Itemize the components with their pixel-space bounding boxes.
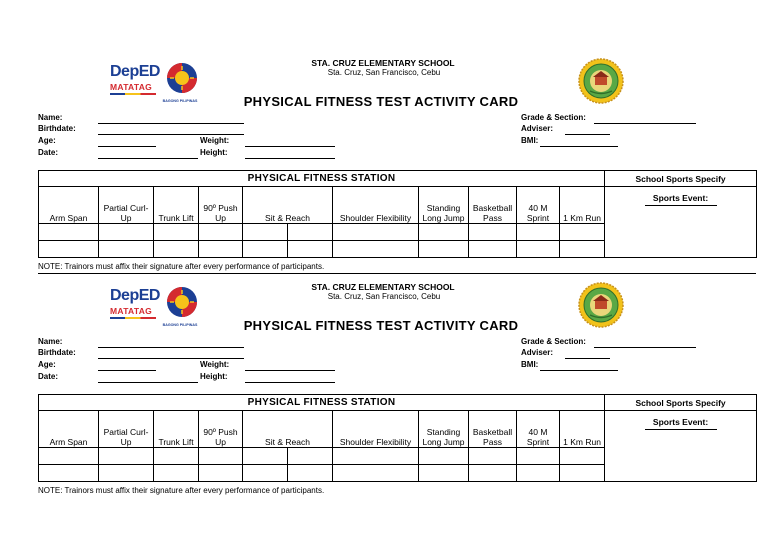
table-cell[interactable] [243, 241, 288, 258]
grade-section-label: Grade & Section: [521, 113, 586, 122]
col-arm-span: Arm Span [39, 187, 99, 224]
fitness-station-table [38, 170, 757, 258]
birthdate-field[interactable] [98, 126, 244, 135]
table-cell[interactable] [560, 465, 605, 482]
table-cell[interactable] [199, 448, 243, 465]
table-cell[interactable] [288, 448, 333, 465]
table-cell[interactable] [154, 448, 199, 465]
table-cell[interactable] [39, 465, 99, 482]
col-push-up: 90º Push Up [199, 187, 243, 224]
table-cell[interactable] [333, 224, 419, 241]
table-cell[interactable] [243, 465, 288, 482]
card-separator [38, 273, 756, 274]
adviser-label: Adviser: [521, 348, 554, 357]
table-cell[interactable] [560, 241, 605, 258]
date-label: Date: [38, 372, 59, 381]
age-label: Age: [38, 136, 56, 145]
sports-event-line [645, 205, 717, 206]
height-label: Height: [200, 148, 228, 157]
sports-header: School Sports Specify [605, 395, 757, 411]
svg-text:BAGONG PILIPINAS: BAGONG PILIPINAS [162, 323, 198, 327]
sports-event-line [645, 429, 717, 430]
col-arm-span: Arm Span [39, 411, 99, 448]
table-cell[interactable] [243, 448, 288, 465]
deped-logo-text: DepED [110, 63, 160, 80]
col-partial-curl-up: Partial Curl-Up [99, 187, 154, 224]
table-cell[interactable] [39, 448, 99, 465]
age-field[interactable] [98, 138, 156, 147]
school-address: Sta. Cruz, San Francisco, Cebu [327, 292, 441, 301]
table-cell[interactable] [99, 465, 154, 482]
table-cell[interactable] [517, 241, 560, 258]
col-standing-long-jump: Standing Long Jump [419, 411, 469, 448]
col-shoulder-flexibility: Shoulder Flexibility [333, 187, 419, 224]
col-standing-long-jump: Standing Long Jump [419, 187, 469, 224]
age-field[interactable] [98, 362, 156, 371]
school-name: STA. CRUZ ELEMENTARY SCHOOL [311, 282, 455, 292]
station-header: PHYSICAL FITNESS STATION [39, 171, 605, 187]
table-cell[interactable] [99, 448, 154, 465]
sports-event-cell[interactable] [605, 187, 757, 258]
svg-text:BAGONG PILIPINAS: BAGONG PILIPINAS [162, 99, 198, 103]
table-cell[interactable] [154, 241, 199, 258]
col-40m-sprint: 40 M Sprint [517, 187, 560, 224]
col-basketball-pass: Basketball Pass [469, 187, 517, 224]
height-label: Height: [200, 372, 228, 381]
station-header: PHYSICAL FITNESS STATION [39, 395, 605, 411]
table-cell[interactable] [39, 241, 99, 258]
card-title: PHYSICAL FITNESS TEST ACTIVITY CARD [243, 318, 519, 333]
sports-event-cell[interactable] [605, 411, 757, 482]
table-cell[interactable] [243, 224, 288, 241]
table-cell[interactable] [333, 241, 419, 258]
col-push-up: 90º Push Up [199, 411, 243, 448]
table-cell[interactable] [333, 465, 419, 482]
table-cell[interactable] [154, 465, 199, 482]
name-field[interactable] [98, 115, 244, 124]
name-label: Name: [38, 113, 63, 122]
col-sit-reach: Sit & Reach [243, 187, 333, 224]
adviser-field[interactable] [565, 350, 610, 359]
sports-event-label: Sports Event: [652, 417, 709, 427]
weight-label: Weight: [200, 136, 230, 145]
col-trunk-lift: Trunk Lift [154, 187, 199, 224]
table-cell[interactable] [517, 465, 560, 482]
deped-logo-text: DepED [110, 287, 160, 304]
height-field[interactable] [245, 374, 335, 383]
name-field[interactable] [98, 339, 244, 348]
bmi-label: BMI: [521, 360, 539, 369]
name-label: Name: [38, 337, 63, 346]
adviser-label: Adviser: [521, 124, 554, 133]
birthdate-label: Birthdate: [38, 348, 76, 357]
col-sit-reach: Sit & Reach [243, 411, 333, 448]
col-40m-sprint: 40 M Sprint [517, 411, 560, 448]
table-cell[interactable] [288, 224, 333, 241]
grade-section-label: Grade & Section: [521, 337, 586, 346]
matatag-logo-text: MATATAG [110, 82, 153, 92]
matatag-logo-text: MATATAG [110, 306, 153, 316]
grade-section-field[interactable] [594, 115, 696, 124]
note-text: NOTE: Trainors must affix their signature after every performance of participants. [38, 262, 325, 271]
bmi-label: BMI: [521, 136, 539, 145]
weight-field[interactable] [245, 138, 335, 147]
table-cell[interactable] [419, 465, 469, 482]
table-cell[interactable] [333, 448, 419, 465]
table-cell[interactable] [288, 241, 333, 258]
table-cell[interactable] [469, 224, 517, 241]
card-title: PHYSICAL FITNESS TEST ACTIVITY CARD [243, 94, 519, 109]
table-cell[interactable] [419, 224, 469, 241]
table-cell[interactable] [469, 448, 517, 465]
age-label: Age: [38, 360, 56, 369]
table-cell[interactable] [419, 241, 469, 258]
date-field[interactable] [98, 150, 198, 159]
table-cell[interactable] [560, 448, 605, 465]
adviser-field[interactable] [565, 126, 610, 135]
birthdate-label: Birthdate: [38, 124, 76, 133]
bmi-field[interactable] [540, 138, 618, 147]
bmi-field[interactable] [540, 362, 618, 371]
sports-header: School Sports Specify [605, 171, 757, 187]
table-cell[interactable] [517, 224, 560, 241]
table-cell[interactable] [39, 224, 99, 241]
table-cell[interactable] [99, 241, 154, 258]
birthdate-field[interactable] [98, 350, 244, 359]
table-cell[interactable] [288, 465, 333, 482]
table-cell[interactable] [419, 448, 469, 465]
col-1km-run: 1 Km Run [560, 411, 605, 448]
table-cell[interactable] [517, 448, 560, 465]
col-shoulder-flexibility: Shoulder Flexibility [333, 411, 419, 448]
table-cell[interactable] [154, 224, 199, 241]
table-cell[interactable] [199, 224, 243, 241]
table-cell[interactable] [560, 224, 605, 241]
date-label: Date: [38, 148, 59, 157]
table-cell[interactable] [199, 241, 243, 258]
table-cell[interactable] [99, 224, 154, 241]
date-field[interactable] [98, 374, 198, 383]
col-1km-run: 1 Km Run [560, 187, 605, 224]
col-partial-curl-up: Partial Curl-Up [99, 411, 154, 448]
table-cell[interactable] [469, 465, 517, 482]
grade-section-field[interactable] [594, 339, 696, 348]
height-field[interactable] [245, 150, 335, 159]
table-cell[interactable] [199, 465, 243, 482]
weight-field[interactable] [245, 362, 335, 371]
col-basketball-pass: Basketball Pass [469, 411, 517, 448]
school-address: Sta. Cruz, San Francisco, Cebu [327, 68, 441, 77]
weight-label: Weight: [200, 360, 230, 369]
school-name: STA. CRUZ ELEMENTARY SCHOOL [311, 58, 455, 68]
table-cell[interactable] [469, 241, 517, 258]
col-trunk-lift: Trunk Lift [154, 411, 199, 448]
fitness-station-table [38, 394, 757, 482]
sports-event-label: Sports Event: [652, 193, 709, 203]
note-text: NOTE: Trainors must affix their signature after every performance of participants. [38, 486, 325, 495]
